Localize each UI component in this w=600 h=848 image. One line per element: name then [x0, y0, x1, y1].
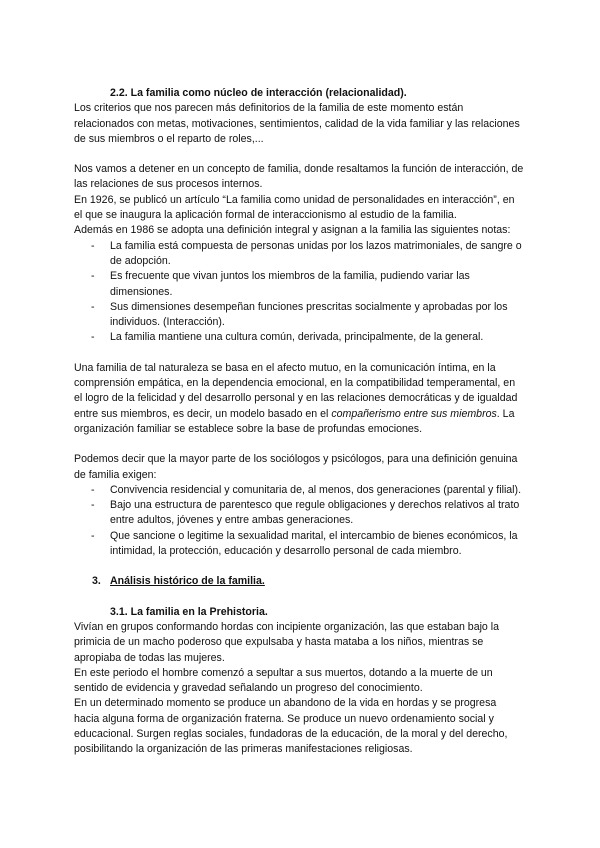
- paragraph: Vivían en grupos conformando hordas con incipiente organización, las que estaban bajo la primicia de un macho poderoso que expulsaba y hasta mataba a los niños, mientras se apropiaba de todas las mujeres.: [74, 620, 500, 664]
- section-title: Análisis histórico de la familia.: [110, 575, 265, 588]
- list-item-text: La familia mantiene una cultura común, derivada, principalmente, de la general.: [110, 331, 484, 344]
- list-item-text: Que sancione o legitime la sexualidad marital, el intercambio de bienes económicos, la intimidad, la protección, educación y desarrollo personal de cada miembro.: [110, 529, 518, 558]
- section-3-1-heading: 3.1. La familia en la Prehistoria.: [110, 605, 268, 618]
- section-number: 3.: [92, 575, 101, 588]
- list-item-text: Bajo una estructura de parentesco que regule obligaciones y derechos relativos al trato entre adultos, jóvenes y entre ambas generaciones.: [110, 499, 520, 527]
- paragraph: En 1926, se publicó un artículo “La familia como unidad de personalidades en interacción”, en el que se inaugura la aplicación formal de interaccionismo al estudio de la familia.: [74, 193, 515, 222]
- list-dash: -: [91, 499, 95, 512]
- list-dash: -: [91, 300, 95, 313]
- emphasis-text: compañerismo entre sus miembros: [331, 407, 497, 420]
- list-item: [74, 529, 524, 560]
- list-item: [74, 239, 524, 270]
- list-item: [74, 483, 524, 498]
- paragraph-gap: [74, 437, 524, 452]
- paragraph: Los criterios que nos parecen más definitorios de la familia de este momento están relacionados con metas, motivaciones, sentimientos, calidad de la vida familiar y las relaciones de sus miembros o el reparto de roles,...: [74, 102, 520, 145]
- family-notes-list: [74, 239, 524, 346]
- list-item-text: Convivencia residencial y comunitaria de, al menos, dos generaciones (parental y filial).: [110, 483, 522, 496]
- list-item-text: Sus dimensiones desempeñan funciones prescritas socialmente y aprobadas por los individuos. (Interacción).: [110, 300, 508, 329]
- section-2-2-heading: 2.2. La familia como núcleo de interacción (relacionalidad).: [110, 87, 407, 99]
- paragraph: Además en 1986 se adopta una definición integral y asignan a la familia las siguientes notas:: [74, 224, 511, 237]
- paragraph: [74, 361, 524, 437]
- requirements-list: [74, 483, 524, 559]
- list-item-text: La familia está compuesta de personas unidas por los lazos matrimoniales, de sangre o de adopción.: [110, 239, 522, 267]
- list-dash: -: [91, 483, 95, 496]
- list-dash: -: [91, 270, 95, 283]
- paragraph: Podemos decir que la mayor parte de los sociólogos y psicólogos, para una definición genuina de familia exigen:: [74, 453, 518, 481]
- list-item: [74, 498, 524, 529]
- list-item: [74, 330, 524, 345]
- paragraph-text: . La organización familiar se establece sobre la base de profundas emociones.: [74, 407, 515, 435]
- list-dash: -: [91, 239, 95, 252]
- paragraph-gap: [74, 590, 524, 605]
- list-item-text: Es frecuente que vivan juntos los miembros de la familia, pudiendo variar las dimensiones.: [110, 270, 470, 298]
- paragraph-text: Una familia de tal naturaleza se basa en el afecto mutuo, en la comunicación íntima, en la comprensión empática, en la dependencia emocional, en la compatibilidad temperamental, en el logro de la felicidad y del desarrollo personal y en las relaciones democráticas y de igualdad entre sus miembros, es decir, un modelo basado en el: [74, 361, 518, 420]
- list-dash: -: [91, 529, 95, 542]
- paragraph-gap: [74, 559, 524, 574]
- paragraph: Nos vamos a detener en un concepto de familia, donde resaltamos la función de interacción, de las relaciones de sus procesos internos.: [74, 163, 524, 191]
- document-body: [74, 86, 524, 758]
- paragraph: En un determinado momento se produce un abandono de la vida en hordas y se progresa hacia alguna forma de organización fraterna. Se produce un nuevo ordenamiento social y educacional. Surgen reglas sociales, fundadoras de la educación, de la moral y del derecho, posibilitando la organización de las primeras manifestaciones religiosas.: [74, 697, 508, 756]
- list-item: [74, 300, 524, 331]
- paragraph-gap: [74, 147, 524, 162]
- paragraph-gap: [74, 346, 524, 361]
- paragraph: En este periodo el hombre comenzó a sepultar a sus muertos, dotando a la muerte de un sentido de evidencia y gravedad señalando un progreso del conocimiento.: [74, 666, 493, 695]
- section-3-heading: [74, 574, 524, 589]
- list-dash: -: [91, 331, 95, 344]
- list-item: [74, 269, 524, 300]
